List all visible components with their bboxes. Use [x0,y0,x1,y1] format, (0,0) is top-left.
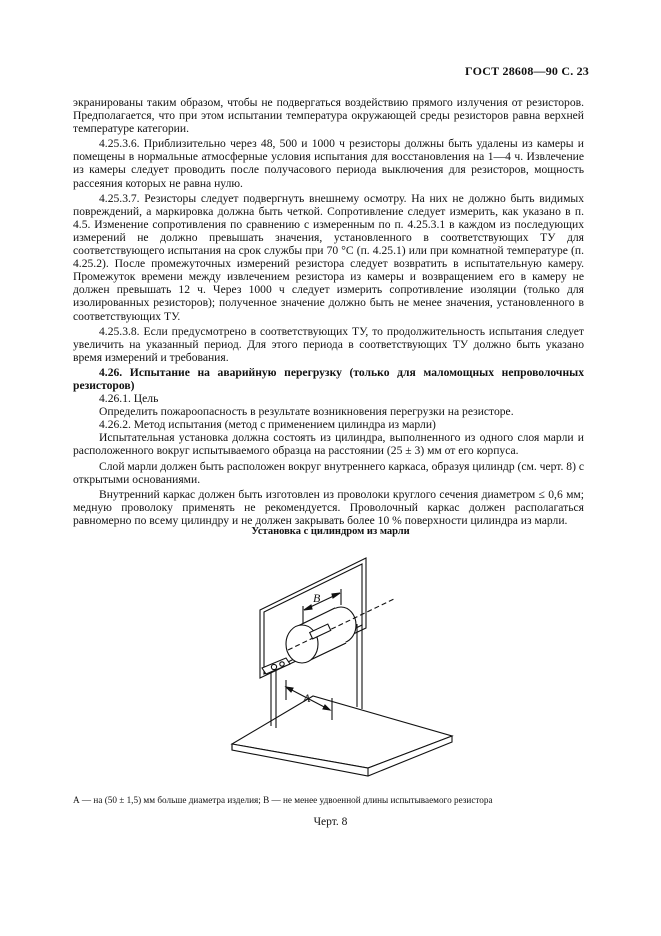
paragraph-4-26-2: 4.26.2. Метод испытания (метод с применением цилиндра из марли) [99,418,436,432]
paragraph-test-setup: Испытательная установка должна состоять из цилиндра, выполненного из одного слоя марли и расположенного вокруг испытываемого образца на расстоянии (25 ± 3) мм от его корпуса. [73,431,584,458]
label-b: В [313,591,321,605]
paragraph-4-25-3-6: 4.25.3.6. Приблизительно через 48, 500 и 1000 ч резисторы должны быть удалены из камеры и помещены в нормальные атмосферные условия испытания для восстановления на 1—4 ч. Извлечение из камеры следует проводить после получасового периода выключения для резисторов, мощность рассеяния которых не равна нулю. [73,137,584,190]
paragraph-continuation: экранированы таким образом, чтобы не подвергаться воздействию прямого излучения от резисторов. Предполагается, что при этом испытании температура окружающей среды резисторов равна верхней температуре категории. [73,96,584,136]
document-body [73,96,584,527]
paragraph-4-26-1: 4.26.1. Цель [99,392,159,406]
label-a: А [303,691,311,705]
figure-caption: А — на (50 ± 1,5) мм больше диаметра изделия; В — не менее удвоенной длины испытываемого резистора [73,795,493,805]
page-header: ГОСТ 28608—90 С. 23 [465,64,589,78]
paragraph-inner-frame: Внутренний каркас должен быть изготовлен из проволоки круглого сечения диаметром ≤ 0,6 мм; медную проволоку применять не рекомендуется. Проволочный каркас должен располагаться равномерно по всему цилиндру и не должен закрывать более 10 % поверхности цилиндра из марли. [73,487,584,527]
figure-title: Установка с цилиндром из марли [251,526,410,537]
paragraph-gauze-layer: Слой марли должен быть расположен вокруг внутреннего каркаса, образуя цилиндр (см. черт. 8) с открытыми основаниями. [73,459,584,486]
section-heading-4-26: 4.26. Испытание на аварийную перегрузку (только для маломощных непроволочных резисторов) [73,365,584,392]
paragraph-4-25-3-8: 4.25.3.8. Если предусмотрено в соответствующих ТУ, то продолжительность испытания следует увеличить на указанный период. Для этого периода в соответствующих ТУ должно быть указано время измерений и требования. [73,324,584,364]
base-board [232,696,452,768]
paragraph-4-25-3-7: 4.25.3.7. Резисторы следует подвергнуть внешнему осмотру. На них не должно быть видимых повреждений, а маркировка должна быть четкой. Сопротивление следует измерить, как указано в п. 4.5. Изменение сопротивления по сравнению с измеренным по п. 4.25.3.1 в каждом из последующих измерений не должно превышать значения, установленного в соответствующих ТУ для соответствующего испытания на срок службы при 70 °С (п. 4.25.1) или при комнатной температуре (п. 4.25.2). После промежуточных измерений резистора следует возвратить в испытательную камеру. Промежуток времени между извлечением резистора из камеры и возвращением его в камеру не должен превышать 12 ч. Через 1000 ч следует измерить сопротивление изоляции (только для изолированных резисторов); полученное значение должно быть не менее значения, установленного в соответствующих ТУ. [73,191,584,323]
paragraph-purpose: Определить пожароопасность в результате возникновения перегрузки на резисторе. [99,405,514,419]
drawing-number: Черт. 8 [313,816,348,828]
gauze-cylinder-drawing [200,548,460,778]
